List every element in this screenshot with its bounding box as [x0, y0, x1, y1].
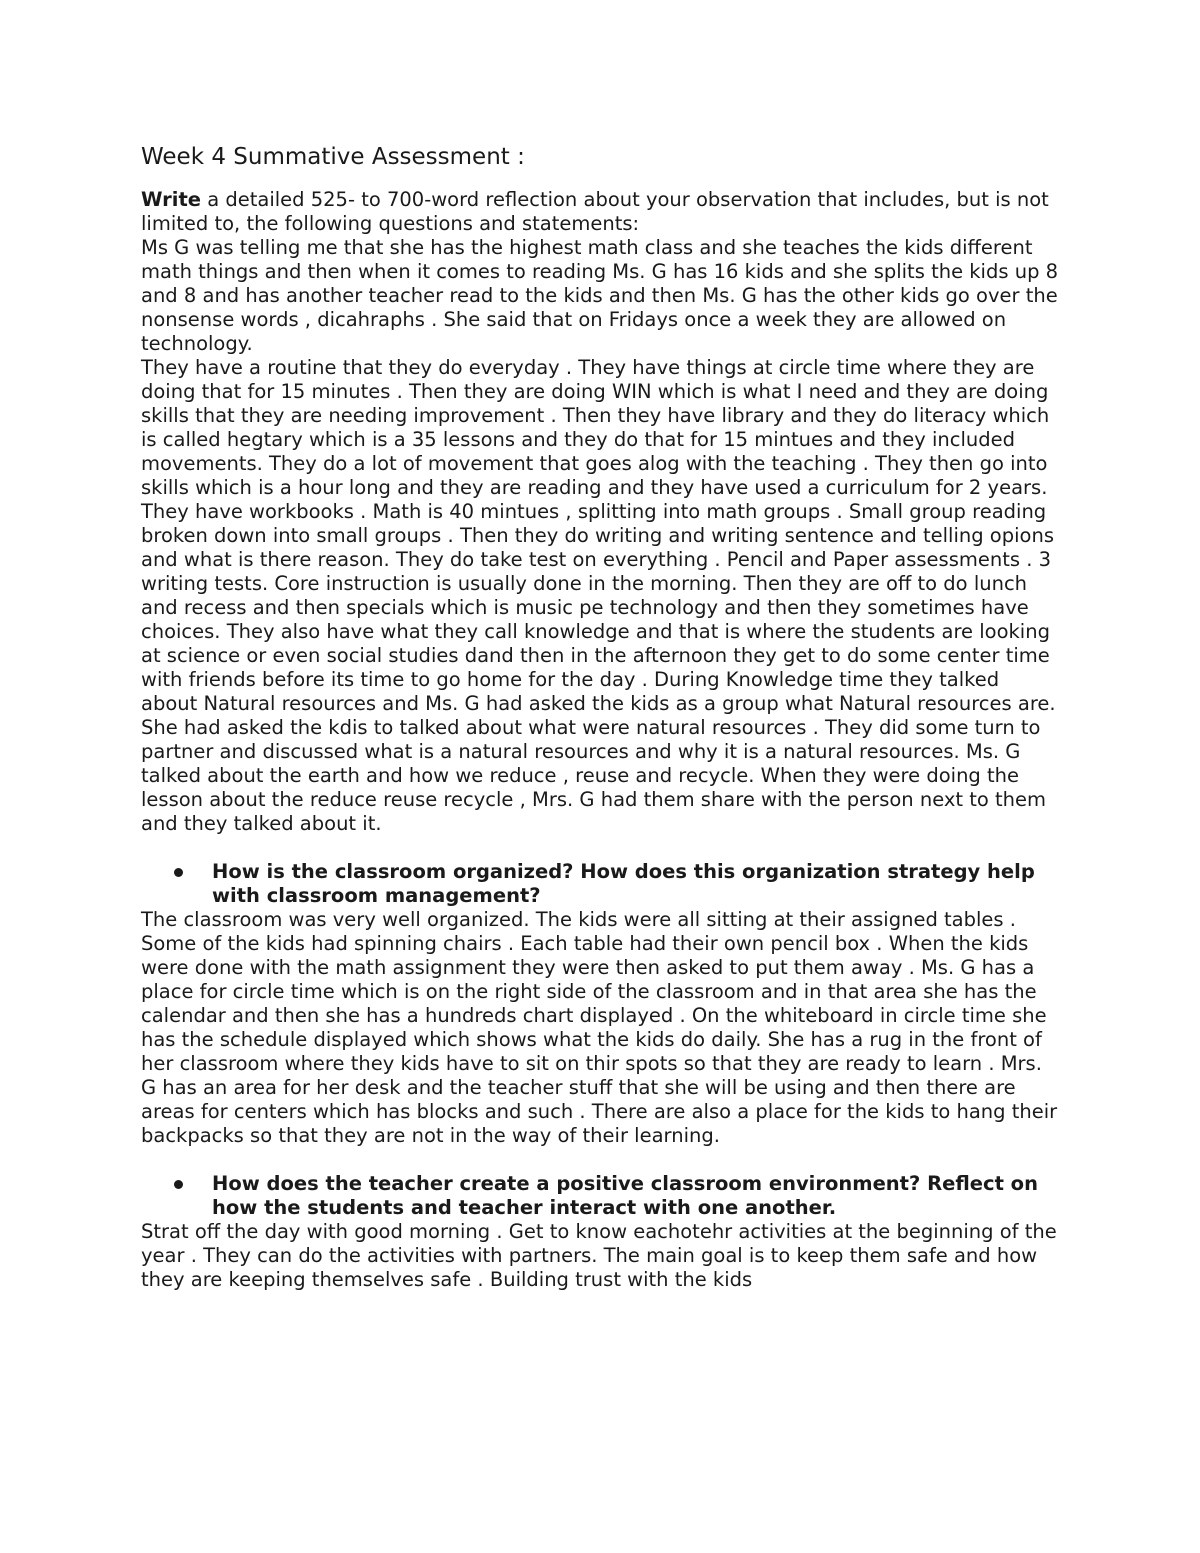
question-positive-environment — [141, 1172, 1061, 1220]
answer-positive-environment: Strat off the day with good morning . Get to know eachotehr activities at the beginning of the year . They can do the activities with partners. The main goal is to keep them safe and how they are keeping themselves safe . Building trust with the kids — [141, 1220, 1057, 1291]
observation-paragraph-2: They have a routine that they do everyday . They have things at circle time where they are doing that for 15 minutes . Then they are doing WIN which is what I need and they are doing skills that they are needing improvement . Then they have library and they do literacy which is called hegtary which is a 35 lessons and they do that for 15 mintues and they included movements. They do a lot of movement that goes alog with the teaching . They then go into skills which is a hour long and they are reading and they have used a curriculum for 2 years. They have workbooks . Math is 40 mintues , splitting into math groups . Small group reading broken down into small groups . Then they do writing and writing sentence and telling opions and what is there reason. They do take test on everything . Pencil and Paper assessments . 3 writing tests. Core instruction is usually done in the morning. Then they are off to do lunch and recess and then specials which is music pe technology and then they sometimes have choices. They also have what they call knowledge and that is where the students are looking at science or even social studies dand then in the afternoon they get to do some center time with friends before its time to go home for the day . During Knowledge time they talked about Natural resources and Ms. G had asked the kids as a group what Natural resources are. She had asked the kdis to talked about what were natural resources . They did some turn to partner and discussed what is a natural resources and why it is a natural resources. Ms. G talked about the earth and how we reduce , reuse and recycle. When they were doing the lesson about the reduce reuse recycle , Mrs. G had them share with the person next to them and they talked about it. — [141, 356, 1056, 835]
observation-paragraph-1: Ms G was telling me that she has the highest math class and she teaches the kids different math things and then when it comes to reading Ms. G has 16 kids and she splits the kids up 8 and 8 and has another teacher read to the kids and then Ms. G has the other kids go over the nonsense words , dicahraphs . She said that on Fridays once a week they are allowed on technology. — [141, 236, 1059, 355]
assignment-instructions — [141, 188, 1061, 236]
document-page — [141, 142, 1061, 1292]
answer-classroom-organization: The classroom was very well organized. The kids were all sitting at their assigned tables . Some of the kids had spinning chairs . Each table had their own pencil box . When the kids were done with the math assignment they were then asked to put them away . Ms. G has a place for circle time which is on the right side of the classroom and in that area she has the calendar and then she has a hundreds chart displayed . On the whiteboard in circle time she has the schedule displayed which shows what the kids do daily. She has a rug in the front of her classroom where they kids have to sit on thir spots so that they are ready to learn . Mrs. G has an area for her desk and the teacher stuff that she will be using and then there are areas for centers which has blocks and such . There are also a place for the kids to hang their backpacks so that they are not in the way of their learning. — [141, 908, 1058, 1147]
bullet-icon — [174, 1180, 183, 1189]
document-title: Week 4 Summative Assessment : — [141, 144, 525, 170]
question-classroom-organization — [141, 860, 1061, 908]
instructions-lead-word: Write — [141, 188, 202, 211]
instructions-text: a detailed 525- to 700-word reflection about your observation that includes, but is not limited to, the following questions and statements: — [141, 188, 1049, 235]
question-text: How is the classroom organized? How does this organization strategy help with classroom management? — [212, 860, 1035, 907]
question-text: How does the teacher create a positive classroom environment? Reflect on how the students and teacher interact with one another. — [212, 1172, 1038, 1219]
bullet-icon — [174, 868, 183, 877]
